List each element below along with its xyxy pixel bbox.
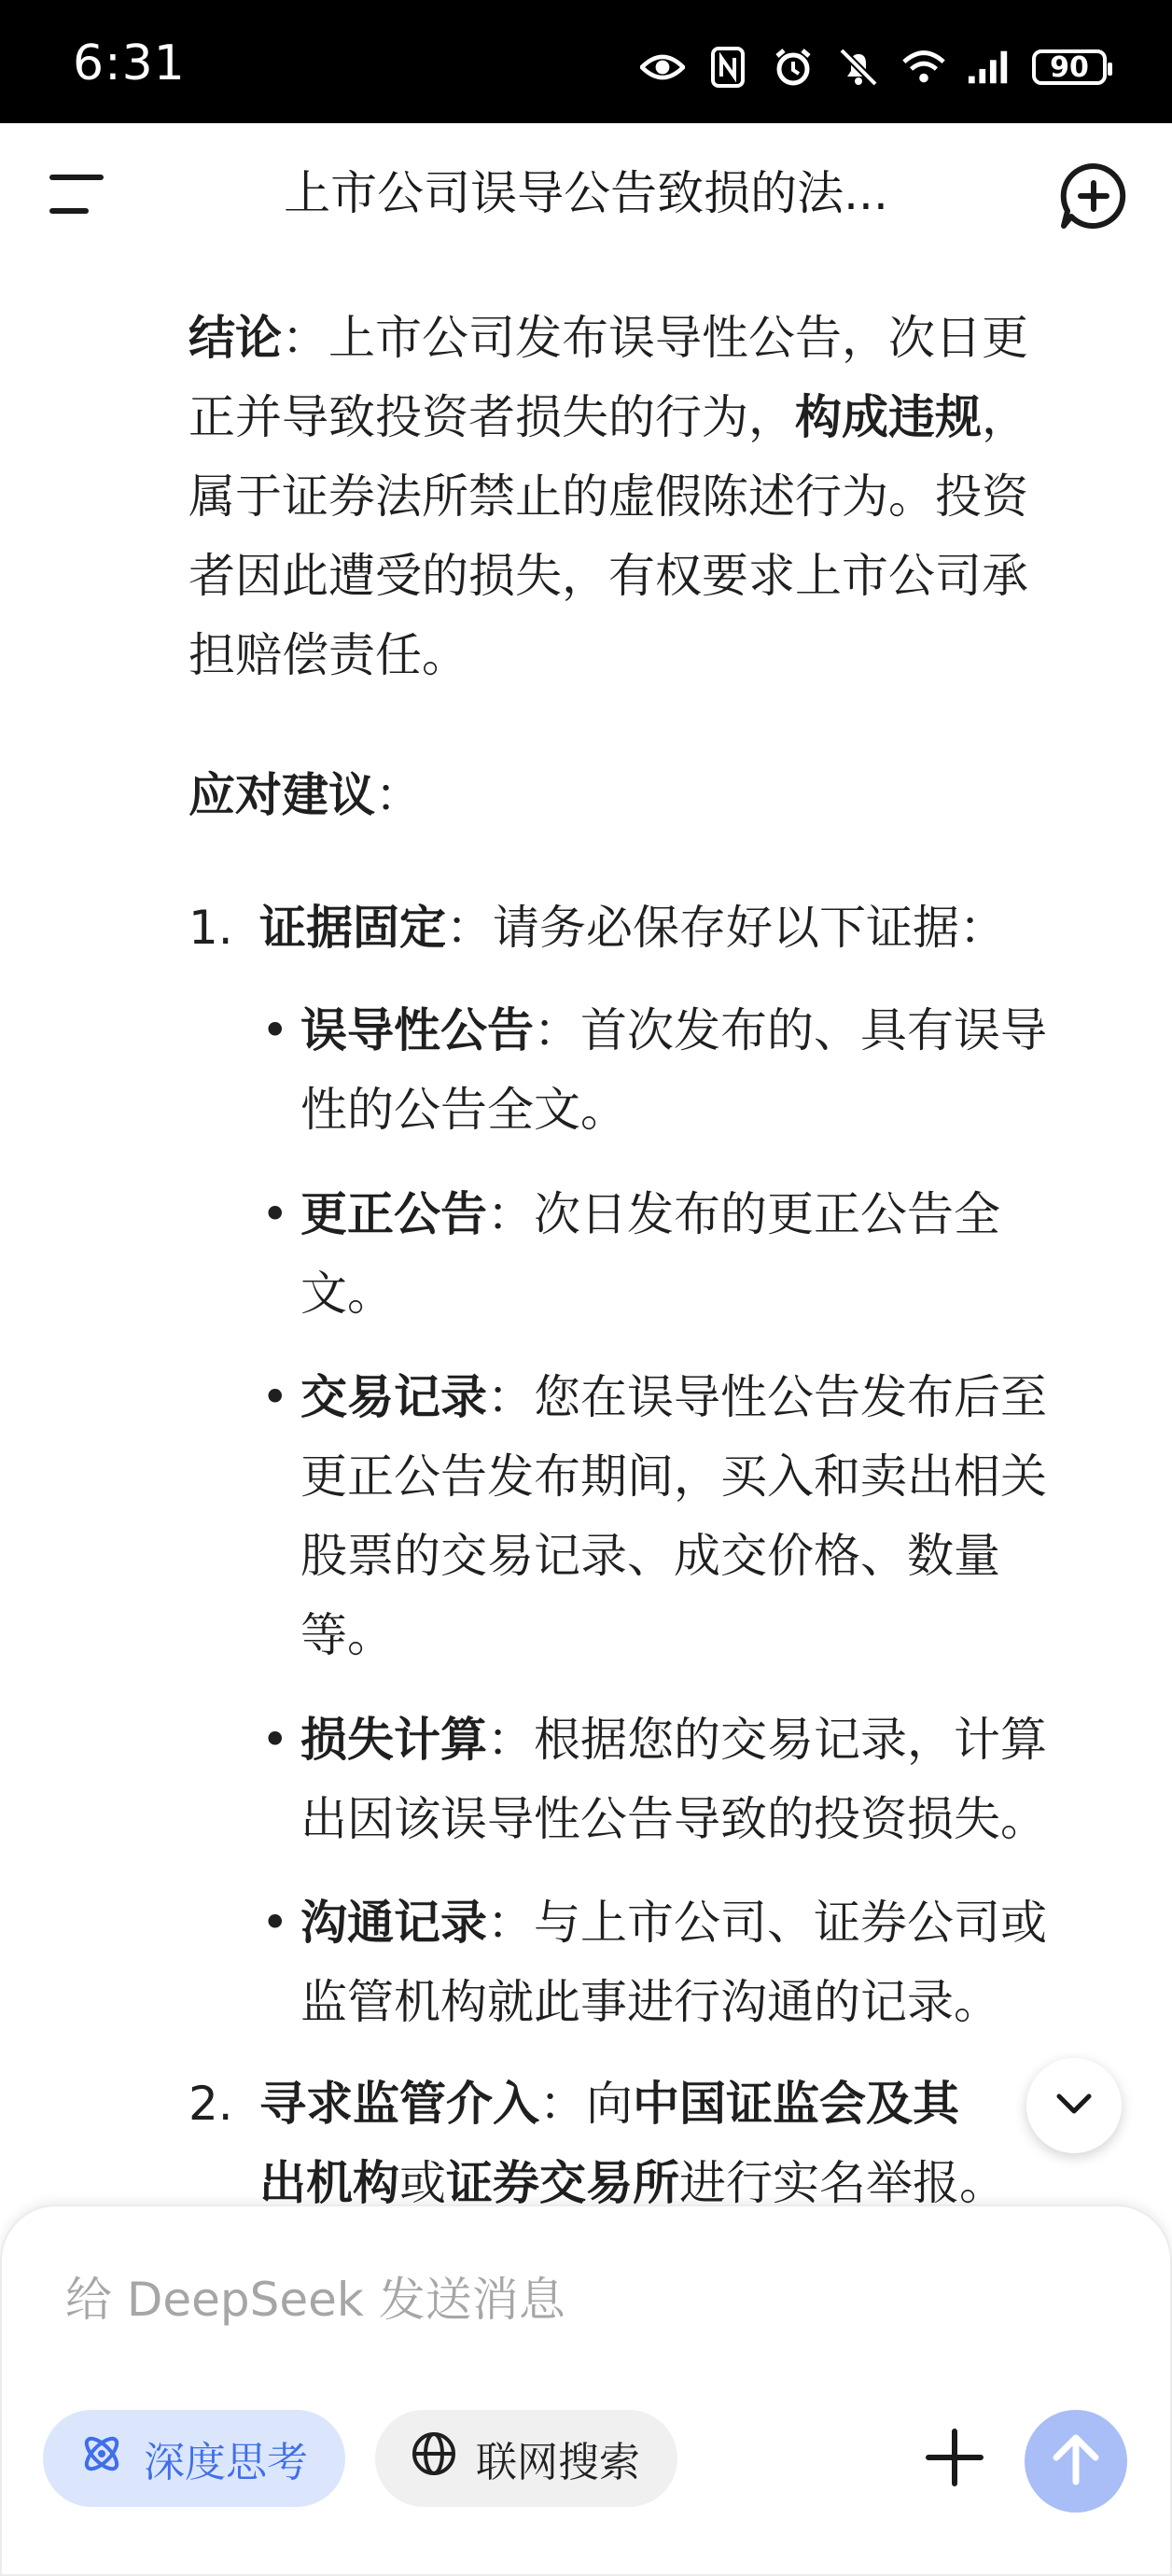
message-input[interactable]: 给 DeepSeek 发送消息 bbox=[65, 2273, 565, 2327]
bullet-dot: • bbox=[261, 1713, 289, 1767]
item-title: 证据固定 bbox=[259, 901, 446, 955]
advice-label: 应对建议 bbox=[188, 768, 375, 822]
bullet-text: ：次日发布的更正公告全 bbox=[487, 1187, 1000, 1241]
signal-icon bbox=[967, 45, 1012, 90]
list-number: 2. bbox=[188, 2077, 233, 2131]
list-number: 1. bbox=[188, 901, 233, 955]
alarm-icon bbox=[771, 45, 816, 90]
item-text: ：请务必保存好以下证据： bbox=[446, 901, 1006, 955]
status-time: 6:31 bbox=[73, 35, 186, 91]
deep-think-button[interactable] bbox=[43, 2410, 345, 2507]
scroll-to-bottom-button[interactable] bbox=[1026, 2058, 1122, 2153]
web-search-button[interactable] bbox=[375, 2410, 677, 2507]
battery-icon: 90 bbox=[1032, 49, 1107, 85]
item-text: 进行实名举报。 bbox=[679, 2156, 1006, 2205]
bullet-text: 出因该误导性公告导致的投资损失。 bbox=[300, 1792, 1047, 1846]
conclusion-line: 者因此遭受的损失，有权要求上市公司承 bbox=[188, 549, 1028, 603]
send-button[interactable] bbox=[1025, 2410, 1127, 2513]
bullet-dot: • bbox=[261, 1370, 289, 1424]
list-item bbox=[300, 1701, 1131, 1859]
web-search-label: 联网搜索 bbox=[476, 2439, 640, 2486]
item-text: ：向 bbox=[539, 2077, 633, 2131]
bullet-text: 等。 bbox=[300, 1608, 394, 1662]
conclusion-text: ， bbox=[982, 390, 1028, 444]
conclusion-line: 属于证券法所禁止的虚假陈述行为。投资 bbox=[188, 469, 1028, 524]
list-item bbox=[300, 991, 1131, 1150]
bullet-dot: • bbox=[261, 1896, 289, 1950]
wifi-icon bbox=[901, 45, 946, 90]
bullet-text: ：首次发布的、具有误导 bbox=[534, 1003, 1047, 1057]
bullet-dot: • bbox=[261, 1003, 289, 1057]
item-title: 寻求监管介入 bbox=[259, 2077, 539, 2131]
bullet-title: 损失计算 bbox=[300, 1713, 487, 1767]
list-item bbox=[300, 1883, 1131, 2042]
conclusion-label: 结论 bbox=[188, 311, 282, 365]
item-text: 或 bbox=[399, 2156, 446, 2205]
conclusion-line: 担赔偿责任。 bbox=[188, 628, 468, 682]
atom-icon bbox=[78, 2430, 125, 2487]
bullet-text: 性的公告全文。 bbox=[300, 1083, 627, 1137]
conclusion-emphasis: 构成违规 bbox=[795, 390, 982, 444]
bullet-text: 监管机构就此事进行沟通的记录。 bbox=[300, 1975, 1000, 2029]
nfc-icon bbox=[705, 45, 750, 90]
chat-content bbox=[0, 263, 1172, 2205]
page-title[interactable]: 上市公司误导公告致损的法... bbox=[284, 166, 888, 220]
bullet-text: ：您在误导性公告发布后至 bbox=[487, 1370, 1047, 1424]
deep-think-label: 深度思考 bbox=[144, 2439, 308, 2486]
bullet-dot: • bbox=[261, 1187, 289, 1241]
plus-icon bbox=[925, 2428, 984, 2491]
message-composer bbox=[0, 2205, 1172, 2576]
arrow-up-icon bbox=[1051, 2431, 1101, 2491]
bullet-title: 交易记录 bbox=[300, 1370, 487, 1424]
conclusion-text: ：上市公司发布误导性公告，次日更 bbox=[282, 311, 1028, 365]
conclusion-line bbox=[188, 378, 1122, 457]
list-item-title bbox=[259, 2065, 1127, 2205]
conclusion-text: 正并导致投资者损失的行为， bbox=[188, 390, 795, 444]
bullet-text: 更正公告发布期间，买入和卖出相关 bbox=[300, 1449, 1047, 1504]
bullet-text: 文。 bbox=[300, 1267, 394, 1321]
list-item bbox=[300, 1175, 1131, 1334]
bullet-title: 误导性公告 bbox=[300, 1003, 534, 1057]
mute-icon bbox=[836, 45, 881, 90]
list-item bbox=[300, 1358, 1131, 1675]
new-chat-icon[interactable] bbox=[1058, 161, 1129, 231]
bullet-title: 沟通记录 bbox=[300, 1896, 487, 1950]
bullet-text: ：根据您的交易记录，计算 bbox=[487, 1713, 1047, 1767]
globe-icon bbox=[411, 2430, 457, 2487]
bullet-title: 更正公告 bbox=[300, 1187, 487, 1241]
advice-colon: ： bbox=[375, 768, 422, 822]
item-emphasis: 中国证监会及其 bbox=[633, 2077, 959, 2131]
eye-icon bbox=[640, 45, 685, 90]
status-bar bbox=[0, 0, 1172, 123]
menu-icon[interactable] bbox=[49, 170, 108, 218]
item-emphasis: 证券交易所 bbox=[446, 2156, 679, 2205]
bullet-text: ：与上市公司、证券公司或 bbox=[487, 1896, 1047, 1950]
conclusion-line bbox=[188, 299, 1122, 378]
item-emphasis: 出机构 bbox=[259, 2156, 399, 2205]
app-header bbox=[0, 123, 1172, 263]
list-item-title bbox=[259, 889, 1127, 968]
status-icons bbox=[640, 41, 1107, 93]
chevron-down-icon bbox=[1055, 2093, 1093, 2119]
bullet-text: 股票的交易记录、成交价格、数量 bbox=[300, 1529, 1000, 1583]
attach-button[interactable] bbox=[914, 2419, 995, 2499]
advice-heading bbox=[188, 756, 1122, 835]
